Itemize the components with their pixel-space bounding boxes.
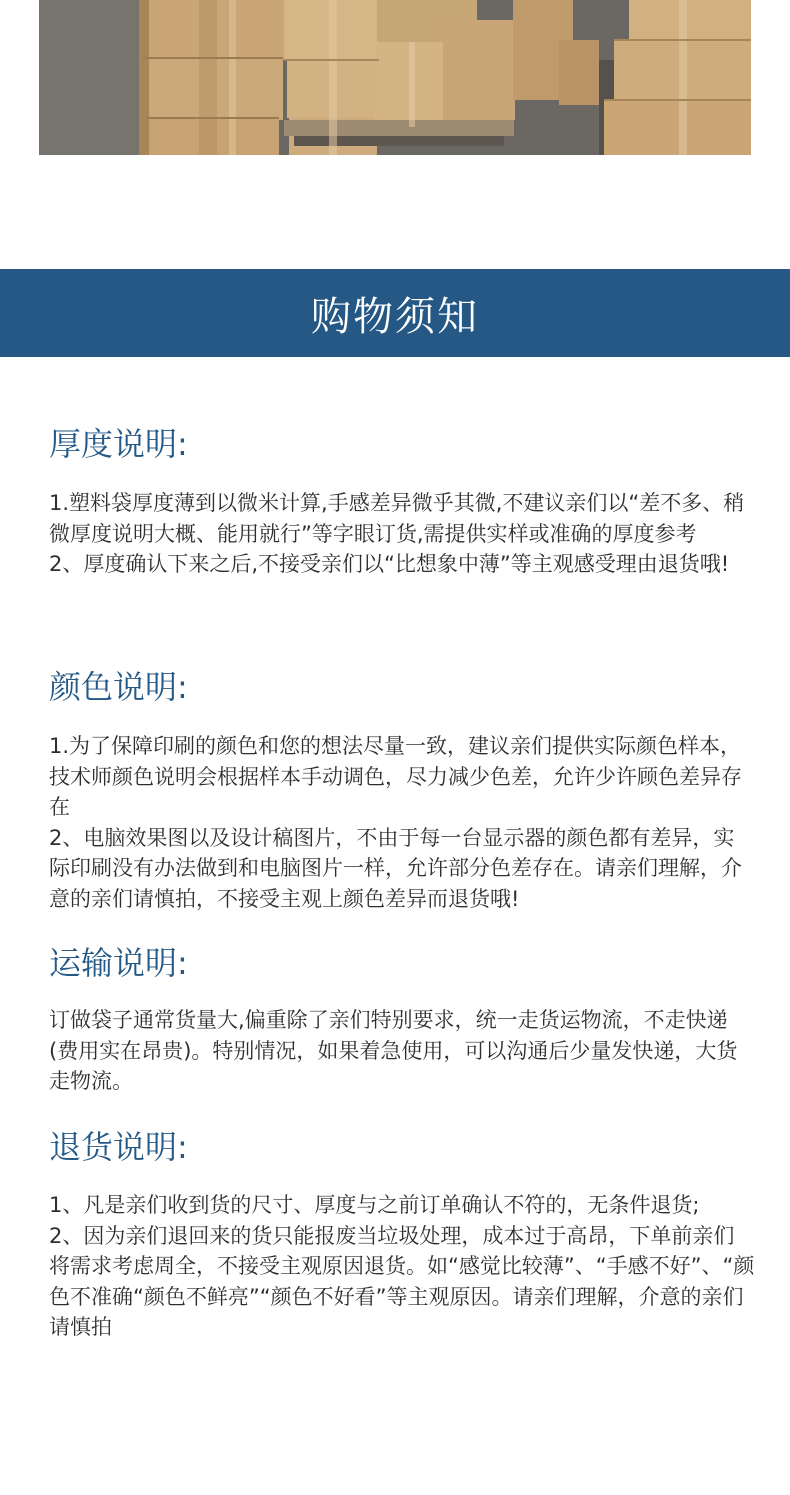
- banner-title: 购物须知: [311, 293, 479, 340]
- section-shipping: [49, 943, 755, 1097]
- warehouse-boxes-image: [39, 0, 751, 155]
- section-heading-returns: 退货说明:: [49, 1128, 188, 1166]
- shopping-notice-banner: [0, 269, 790, 357]
- section-thickness: [49, 424, 755, 580]
- paragraph-thickness-1: 1.塑料袋厚度薄到以微米计算,手感差异微乎其微,不建议亲们以“差不多、稍微厚度说明大概、能用就行”等字眼订货,需提供实样或准确的厚度参考: [49, 491, 745, 546]
- section-heading-thickness: 厚度说明:: [49, 425, 188, 463]
- paragraph-color-1: 1.为了保障印刷的颜色和您的想法尽量一致，建议亲们提供实际颜色样本，技术师颜色说明会根据样本手动调色，尽力减少色差，允许少许顾色差异存在: [49, 734, 742, 819]
- paragraph-thickness-2: 2、厚度确认下来之后,不接受亲们以“比想象中薄”等主观感受理由退货哦!: [49, 552, 730, 576]
- paragraph-returns-2: 2、因为亲们退回来的货只能报废当垃圾处理，成本过于高昂，下单前亲们将需求考虑周全，不接受主观原因退货。如“感觉比较薄”、“手感不好”、“颜色不准确“颜色不鲜亮”“颜色不好看”等主观原因。请亲们理解，介意的亲们请慎拍: [49, 1223, 755, 1339]
- warehouse-photo: [39, 0, 751, 155]
- section-returns: [49, 1127, 755, 1343]
- section-color: [49, 667, 755, 914]
- section-heading-color: 颜色说明:: [49, 668, 188, 706]
- section-heading-shipping: 运输说明:: [49, 944, 188, 982]
- paragraph-returns-1: 1、凡是亲们收到货的尺寸、厚度与之前订单确认不符的，无条件退货;: [49, 1193, 700, 1217]
- paragraph-color-2: 2、电脑效果图以及设计稿图片，不由于每一台显示器的颜色都有差异，实际印刷没有办法做到和电脑图片一样，允许部分色差存在。请亲们理解，介意的亲们请慎拍，不接受主观上颜色差异而退货哦!: [49, 825, 742, 911]
- paragraph-shipping-1: 订做袋子通常货量大,偏重除了亲们特别要求，统一走货运物流，不走快递(费用实在昂贵)。特别情况，如果着急使用，可以沟通后少量发快递，大货走物流。: [49, 1008, 738, 1093]
